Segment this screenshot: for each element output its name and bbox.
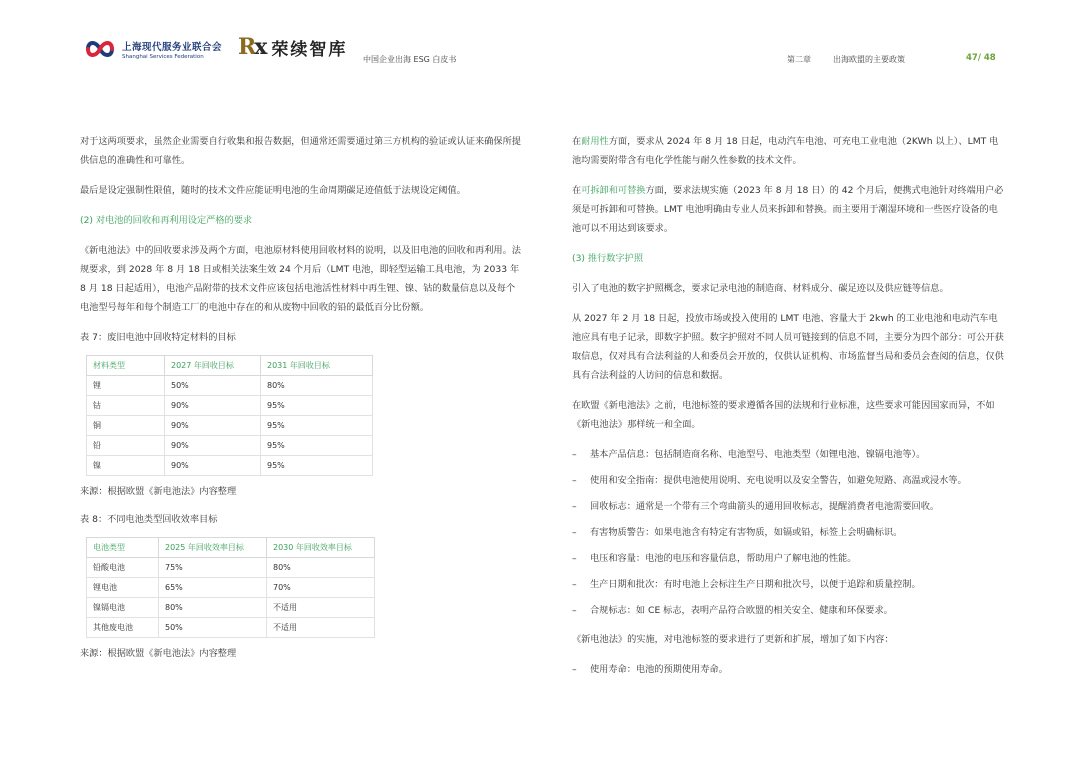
table-cell: 90% <box>165 416 261 436</box>
table-cell: 50% <box>165 376 261 396</box>
list-dash: – <box>572 553 577 564</box>
list-dash: – <box>572 527 577 538</box>
section-label: 出海欧盟的主要政策 <box>833 55 905 64</box>
page-number: 47/ 48 <box>966 53 996 63</box>
table-cell: 90% <box>165 436 261 456</box>
list-dash: – <box>572 501 577 512</box>
text-run: 方面，要求从 2024 年 8 月 18 日起，电动汽车电池、可充电工业电池（2KWh 以上）、LMT 电池均需要附带含有电化学性能与耐久性参数的技术文件。 <box>572 136 999 166</box>
table-cell: 镍 <box>87 456 165 476</box>
list-item-text: 基本产品信息：包括制造商名称、电池型号、电池类型（如锂电池、镍镉电池等）。 <box>590 449 926 460</box>
list-item-text: 回收标志：通常是一个带有三个弯曲箭头的通用回收标志，提醒消费者电池需要回收。 <box>590 501 940 512</box>
table-source: 来源：根据欧盟《新电池法》内容整理 <box>80 648 237 659</box>
recycling-efficiency-table <box>86 537 375 638</box>
text-run: 在 <box>572 136 582 147</box>
table-row <box>87 578 375 598</box>
table-header: 材料类型 <box>87 356 165 376</box>
table-header: 2031 年回收目标 <box>261 356 373 376</box>
table-cell: 不适用 <box>267 618 375 638</box>
table-cell: 铅酸电池 <box>87 558 159 578</box>
table-cell: 铜 <box>87 416 165 436</box>
paragraph: 从 2027 年 2 月 18 日起，投放市场或投入使用的 LMT 电池、容量大于 2kwh 的工业电池和电动汽车电池应具有电子记录，即数字护照。数字护照对不同人员可链接到的信息不同，主要分为四个部分：可公开获取信息，仅对具有合法利益的人和委员会开放的，仅供认证机构、市场监督当局和委员会查阅的信息，仅供具有合法利益的人访问的信息和数据。 <box>572 313 1004 381</box>
list-dash: – <box>572 605 577 616</box>
list-dash: – <box>572 449 577 460</box>
table-cell: 95% <box>261 436 373 456</box>
page-header <box>0 0 1080 80</box>
table-cell: 镍镉电池 <box>87 598 159 618</box>
list-item <box>572 497 1004 516</box>
list-item <box>572 549 1004 568</box>
left-column <box>80 132 524 672</box>
table-cell: 锂电池 <box>87 578 159 598</box>
list-item-text: 生产日期和批次：有时电池上会标注生产日期和批次号，以便于追踪和质量控制。 <box>590 579 921 590</box>
list-item <box>572 575 1004 594</box>
list-item <box>572 601 1004 620</box>
table-cell: 95% <box>261 416 373 436</box>
chapter-label: 第二章 <box>787 55 811 64</box>
paragraph: 最后是设定强制性限值，随时的技术文件应能证明电池的生命周期碳足迹值低于法规设定阈值。 <box>80 185 466 196</box>
table-cell: 65% <box>159 578 267 598</box>
table-row <box>87 376 373 396</box>
list-item <box>572 445 1004 464</box>
table-cell: 95% <box>261 456 373 476</box>
table-cell: 锂 <box>87 376 165 396</box>
paragraph: 《新电池法》的实施，对电池标签的要求进行了更新和扩展，增加了如下内容： <box>572 634 894 645</box>
section-heading: (3) 推行数字护照 <box>572 253 644 264</box>
right-column <box>572 132 1004 686</box>
paragraph: 对于这两项要求，虽然企业需要自行收集和报告数据，但通常还需要通过第三方机构的验证或认证来确保所提供信息的准确性和可靠性。 <box>80 136 521 166</box>
table-cell: 80% <box>261 376 373 396</box>
paragraph: 引入了电池的数字护照概念，要求记录电池的制造商、材料成分、碳足迹以及供应链等信息。 <box>572 283 949 294</box>
table-row <box>87 456 373 476</box>
ssf-logo-en: Shanghai Services Federation <box>122 53 204 60</box>
rx-mark-icon: Rx <box>238 34 266 60</box>
text-run: 在 <box>572 185 582 196</box>
rongxu-logo <box>238 34 347 60</box>
list-item-text: 使用寿命：电池的预期使用寿命。 <box>590 664 728 675</box>
ssf-logo-cn: 上海现代服务业联合会 <box>122 41 223 53</box>
table-cell: 80% <box>159 598 267 618</box>
table-cell: 铅 <box>87 436 165 456</box>
list-item <box>572 523 1004 542</box>
table-row <box>87 416 373 436</box>
highlight-term: 可拆卸和可替换 <box>581 185 646 196</box>
list-item <box>572 660 1004 679</box>
table-row <box>87 396 373 416</box>
table-cell: 70% <box>267 578 375 598</box>
table-row <box>87 598 375 618</box>
table-row <box>87 558 375 578</box>
table-header: 2025 年回收效率目标 <box>159 538 267 558</box>
ssf-logo-icon <box>84 36 116 62</box>
table-cell: 不适用 <box>267 598 375 618</box>
table-cell: 95% <box>261 396 373 416</box>
paragraph <box>572 181 1004 238</box>
table-cell: 90% <box>165 396 261 416</box>
table-cell: 75% <box>159 558 267 578</box>
paragraph: 《新电池法》中的回收要求涉及两个方面，电池原材料使用回收材料的说明，以及旧电池的回收和再利用。法规要求，到 2028 年 8 月 18 日或相关法案生效 24 个月后（LMT 电池，即轻型运输工具电池，为 2033 年 8 月 18 日起适用），电池产品附带的技术文件应该包括电池活性材料中再生锂、镍、钴的数量信息以及每个电池型号每年和每个制造工厂的电池中存在的和从废物中回收的铅的最低百分比份额。 <box>80 245 521 313</box>
table-cell: 90% <box>165 456 261 476</box>
table-caption: 表 8：不同电池类型回收效率目标 <box>80 514 218 525</box>
table-header: 2030 年回收效率目标 <box>267 538 375 558</box>
table-cell: 钴 <box>87 396 165 416</box>
table-cell: 其他废电池 <box>87 618 159 638</box>
section-heading: (2) 对电池的回收和再利用设定严格的要求 <box>80 215 253 226</box>
table-row <box>87 618 375 638</box>
list-item-text: 使用和安全指南：提供电池使用说明、充电说明以及安全警告，如避免短路、高温或浸水等。 <box>590 475 967 486</box>
text-run: 方面，要求法规实施（2023 年 8 月 18 日）的 42 个月后，便携式电池针对终端用户必须是可拆卸和可替换。LMT 电池明确由专业人员来拆卸和替换。而主要用于潮湿环境和一些医疗设备的电池可以不用达到该要求。 <box>572 185 1004 234</box>
recycling-material-table <box>86 355 373 476</box>
table-row <box>87 436 373 456</box>
paragraph: 在欧盟《新电池法》之前，电池标签的要求遵循各国的法规和行业标准，这些要求可能因国家而异，不如《新电池法》那样统一和全面。 <box>572 400 995 430</box>
list-dash: – <box>572 579 577 590</box>
list-item-text: 有害物质警告：如果电池含有特定有害物质，如镉或铅，标签上会明确标识。 <box>590 527 903 538</box>
list-dash: – <box>572 664 577 675</box>
table-cell: 50% <box>159 618 267 638</box>
list-item-text: 合规标志：如 CE 标志，表明产品符合欧盟的相关安全、健康和环保要求。 <box>590 605 893 616</box>
table-cell: 80% <box>267 558 375 578</box>
doc-subtitle: 中国企业出海 ESG 白皮书 <box>363 55 457 64</box>
paragraph <box>572 132 1004 170</box>
list-dash: – <box>572 475 577 486</box>
list-item <box>572 471 1004 490</box>
table-source: 来源：根据欧盟《新电池法》内容整理 <box>80 486 237 497</box>
rongxu-logo-name: 荣续智库 <box>271 39 348 60</box>
ssf-logo <box>84 36 222 62</box>
list-item-text: 电压和容量：电池的电压和容量信息，帮助用户了解电池的性能。 <box>590 553 857 564</box>
table-caption: 表 7：废旧电池中回收特定材料的目标 <box>80 332 236 343</box>
highlight-term: 耐用性 <box>581 136 609 147</box>
table-header: 电池类型 <box>87 538 159 558</box>
table-header: 2027 年回收目标 <box>165 356 261 376</box>
